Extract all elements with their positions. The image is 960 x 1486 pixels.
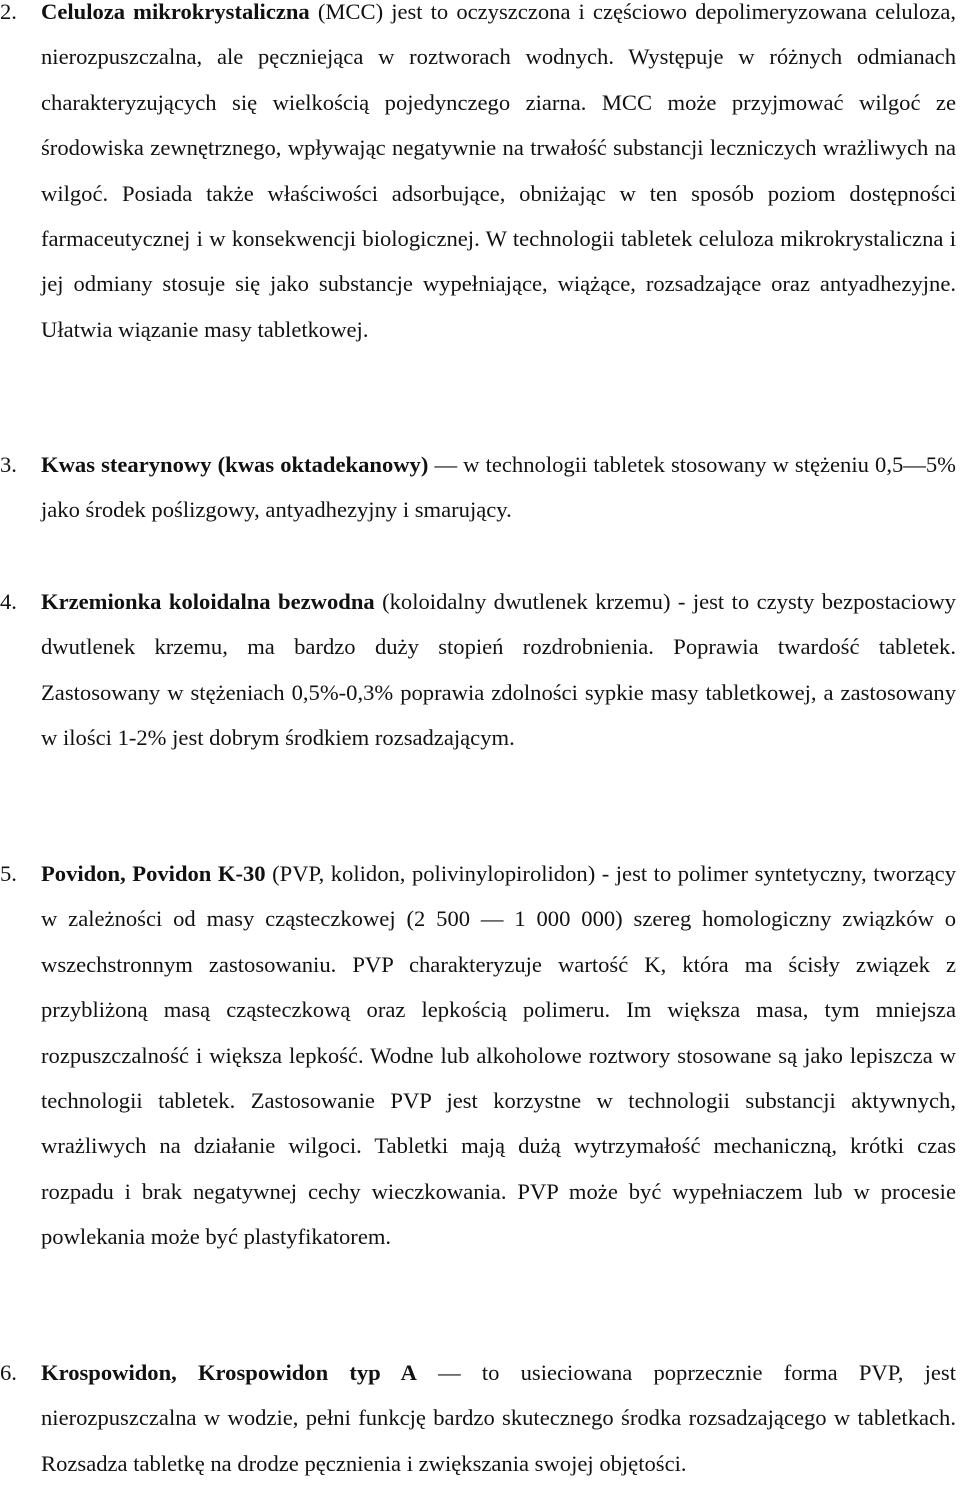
item-term: Celuloza mikrokrystaliczna xyxy=(41,0,310,24)
item-body xyxy=(41,851,956,1260)
item-number: 2. xyxy=(0,0,17,24)
list-item xyxy=(0,0,956,352)
item-text: (koloidalny dwutlenek krzemu) - jest to czysty bezpostaciowy dwutlenek krzemu, ma bardzo duży stopień rozdrobnienia. Poprawia twardość tabletek. Zastosowany w stężeniach 0,5%-0,3% poprawia zdolności sypkie masy tabletkowej, a zastosowany w ilości 1-2% jest dobrym środkiem rozsadzającym. xyxy=(41,589,956,751)
item-text: ― to usieciowana poprzecznie forma PVP, jest nierozpuszczalna w wodzie, pełni funkcję bardzo skutecznego środka rozsadzającego w tabletkach. Rozsadza tabletkę na drodze pęcznienia i zwiększania swojej objętości. xyxy=(41,1360,957,1476)
item-number: 4. xyxy=(0,589,17,614)
list-item xyxy=(0,1350,956,1486)
item-text: (PVP, kolidon, polivinylopirolidon) - jest to polimer syntetyczny, tworzący w zależności od masy cząsteczkowej (2 500 ― 1 000 000) szereg homologiczny związków o wszechstronnym zastosowaniu. PVP charakteryzuje wartość K, która ma ścisły związek z przybliżoną masą cząsteczkową oraz lepkością polimeru. Im większa masa, tym mniejsza rozpuszczalność i większa lepkość. Wodne lub alkoholowe roztwory stosowane są jako lepiszcza w technologii tabletek. Zastosowanie PVP jest korzystne w technologii substancji aktywnych, wrażliwych na działanie wilgoci. Tabletki mają dużą wytrzymałość mechaniczną, krótki czas rozpadu i brak negatywnej cechy wieczkowania. PVP może być wypełniaczem lub w procesie powlekania może być plastyfikatorem. xyxy=(41,861,956,1250)
item-body xyxy=(41,1350,956,1486)
item-body xyxy=(41,0,956,352)
item-number: 3. xyxy=(0,452,17,477)
item-term: Krzemionka koloidalna bezwodna xyxy=(41,589,375,614)
item-text: (MCC) jest to oczyszczona i częściowo depolimeryzowana celuloza, nierozpuszczalna, ale pęczniejąca w roztworach wodnych. Występuje w różnych odmianach charakteryzujących się wielkością pojedynczego ziarna. MCC może przyjmować wilgoć ze środowiska zewnętrznego, wpływając negatywnie na trwałość substancji leczniczych wrażliwych na wilgoć. Posiada także właściwości adsorbujące, obniżając w ten sposób poziom dostępności farmaceutycznej i w konsekwencji biologicznej. W technologii tabletek celuloza mikrokrystaliczna i jej odmiany stosuje się jako substancje wypełniające, wiążące, rozsadzające oraz antyadhezyjne. Ułatwia wiązanie masy tabletkowej. xyxy=(41,0,956,342)
item-term: Krospowidon, Krospowidon typ A xyxy=(41,1360,417,1385)
list-item xyxy=(0,851,956,1260)
item-text: ― w technologii tabletek stosowany w stężeniu 0,5―5% jako środek poślizgowy, antyadhezyjny i smarujący. xyxy=(41,452,956,523)
item-term: Povidon, Povidon K-30 xyxy=(41,861,266,886)
item-number: 5. xyxy=(0,861,17,886)
item-body xyxy=(41,442,956,533)
item-body xyxy=(41,579,956,761)
list-item xyxy=(0,442,956,533)
item-term: Kwas stearynowy (kwas oktadekanowy) xyxy=(41,452,429,477)
item-number: 6. xyxy=(0,1360,17,1385)
list-item xyxy=(0,579,956,761)
